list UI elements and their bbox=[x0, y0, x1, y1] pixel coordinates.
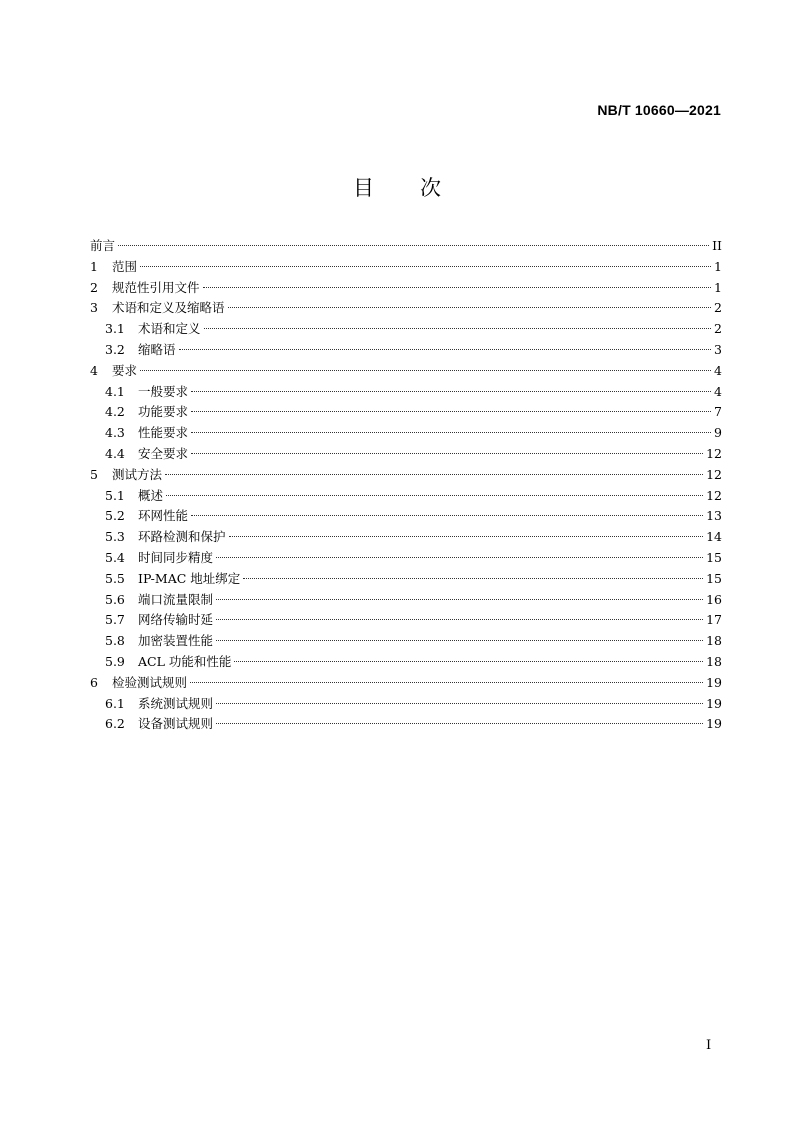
toc-entry-label: 安全要求 bbox=[138, 445, 189, 461]
toc-entry-page: 14 bbox=[706, 529, 722, 545]
toc-leader-dots bbox=[216, 702, 703, 704]
toc-entry-page: 15 bbox=[706, 549, 722, 565]
toc-entry-page: 7 bbox=[714, 404, 722, 420]
toc-entry-number: 5 bbox=[90, 466, 98, 482]
toc-entry-number: 4.3 bbox=[105, 425, 125, 441]
toc-leader-dots bbox=[118, 244, 709, 246]
toc-entry[interactable] bbox=[90, 257, 722, 278]
toc-entry-page: 19 bbox=[706, 674, 722, 690]
toc-leader-dots bbox=[179, 348, 711, 350]
toc-entry-label: 功能要求 bbox=[138, 404, 189, 420]
toc-entry-page: 2 bbox=[714, 321, 722, 337]
toc-entry-number: 3.1 bbox=[105, 321, 125, 337]
toc-entry-label: 范围 bbox=[112, 258, 138, 274]
toc-leader-dots bbox=[190, 681, 703, 683]
toc-entry[interactable] bbox=[90, 569, 722, 590]
toc-leader-dots bbox=[216, 639, 703, 641]
toc-entry[interactable] bbox=[90, 444, 722, 465]
table-of-contents bbox=[90, 236, 722, 735]
toc-entry[interactable] bbox=[90, 340, 722, 361]
toc-entry-label: 性能要求 bbox=[138, 425, 189, 441]
toc-entry-number: 4.4 bbox=[105, 445, 125, 461]
toc-entry[interactable] bbox=[90, 631, 722, 652]
toc-entry-label: 加密装置性能 bbox=[138, 633, 214, 649]
toc-leader-dots bbox=[140, 265, 711, 267]
toc-entry[interactable] bbox=[90, 382, 722, 403]
toc-entry-label: 一般要求 bbox=[138, 383, 189, 399]
toc-entry-number: 6 bbox=[90, 674, 98, 690]
toc-entry-number: 2 bbox=[90, 279, 98, 295]
toc-entry-number: 4.1 bbox=[105, 383, 125, 399]
toc-entry-page: 16 bbox=[706, 591, 722, 607]
toc-entry-label: 系统测试规则 bbox=[138, 695, 214, 711]
toc-entry-label: 环网性能 bbox=[138, 508, 189, 524]
toc-entry-label: 检验测试规则 bbox=[112, 674, 188, 690]
toc-entry-number: 5.5 bbox=[105, 570, 125, 586]
toc-entry-label: 环路检测和保护 bbox=[138, 529, 226, 545]
toc-leader-dots bbox=[234, 660, 703, 662]
toc-entry[interactable] bbox=[90, 465, 722, 486]
toc-entry-label: 术语和定义及缩略语 bbox=[112, 300, 225, 316]
toc-entry[interactable] bbox=[90, 361, 722, 382]
toc-entry-page: II bbox=[712, 238, 722, 253]
toc-entry-label: 时间同步精度 bbox=[138, 549, 214, 565]
toc-entry-number: 5.3 bbox=[105, 529, 125, 545]
toc-title bbox=[0, 172, 794, 202]
toc-leader-dots bbox=[191, 431, 711, 433]
toc-entry-number: 6.1 bbox=[105, 695, 125, 711]
toc-leader-dots bbox=[140, 369, 711, 371]
toc-entry-number: 4 bbox=[90, 362, 98, 378]
toc-entry-number: 3 bbox=[90, 300, 98, 316]
toc-entry[interactable] bbox=[90, 694, 722, 715]
toc-entry-page: 17 bbox=[706, 612, 722, 628]
toc-entry[interactable] bbox=[90, 319, 722, 340]
toc-entry[interactable] bbox=[90, 278, 722, 299]
toc-entry-page: 2 bbox=[714, 300, 722, 316]
toc-leader-dots bbox=[216, 556, 703, 558]
toc-entry-number: 5.7 bbox=[105, 612, 125, 628]
toc-entry-page: 19 bbox=[706, 695, 722, 711]
toc-leader-dots bbox=[191, 410, 711, 412]
toc-leader-dots bbox=[216, 722, 703, 724]
toc-entry-page: 3 bbox=[714, 341, 722, 357]
toc-entry-label: ACL 功能和性能 bbox=[138, 653, 232, 669]
toc-entry[interactable] bbox=[90, 673, 722, 694]
toc-entry-page: 1 bbox=[714, 279, 722, 295]
toc-entry-page: 12 bbox=[706, 445, 722, 461]
toc-leader-dots bbox=[191, 452, 703, 454]
toc-entry-page: 12 bbox=[706, 487, 722, 503]
toc-entry[interactable] bbox=[90, 652, 722, 673]
toc-entry-label: IP-MAC 地址绑定 bbox=[138, 570, 241, 586]
toc-entry-label: 端口流量限制 bbox=[138, 591, 214, 607]
toc-entry[interactable] bbox=[90, 506, 722, 527]
toc-leader-dots bbox=[229, 535, 704, 537]
toc-entry-label: 网络传输时延 bbox=[138, 612, 214, 628]
toc-entry-label: 设备测试规则 bbox=[138, 716, 214, 732]
toc-entry-number: 5.9 bbox=[105, 653, 125, 669]
toc-entry-page: 1 bbox=[714, 258, 722, 274]
toc-entry-page: 9 bbox=[714, 425, 722, 441]
toc-leader-dots bbox=[204, 327, 711, 329]
toc-entry-label: 概述 bbox=[138, 487, 164, 503]
toc-entry[interactable] bbox=[90, 486, 722, 507]
toc-leader-dots bbox=[243, 577, 703, 579]
toc-entry-label: 术语和定义 bbox=[138, 321, 201, 337]
toc-entry-label: 要求 bbox=[112, 362, 138, 378]
toc-title-part2: 次 bbox=[420, 176, 441, 200]
toc-leader-dots bbox=[191, 390, 711, 392]
toc-entry-page: 18 bbox=[706, 653, 722, 669]
standard-code: NB/T 10660—2021 bbox=[597, 102, 721, 118]
toc-leader-dots bbox=[216, 618, 703, 620]
toc-entry-number: 5.4 bbox=[105, 549, 125, 565]
toc-leader-dots bbox=[191, 514, 703, 516]
toc-entry[interactable] bbox=[90, 714, 722, 735]
toc-entry-label: 前言 bbox=[90, 238, 116, 253]
toc-leader-dots bbox=[165, 473, 703, 475]
toc-entry-page: 4 bbox=[714, 383, 722, 399]
toc-entry-page: 15 bbox=[706, 570, 722, 586]
toc-entry[interactable] bbox=[90, 298, 722, 319]
toc-title-part1: 目 bbox=[353, 176, 374, 200]
toc-entry[interactable] bbox=[90, 527, 722, 548]
toc-entry-number: 5.8 bbox=[105, 633, 125, 649]
toc-leader-dots bbox=[203, 286, 711, 288]
toc-entry[interactable] bbox=[90, 423, 722, 444]
toc-entry[interactable] bbox=[90, 548, 722, 569]
page-number: I bbox=[706, 1038, 712, 1053]
toc-entry-label: 缩略语 bbox=[138, 341, 176, 357]
toc-entry-page: 12 bbox=[706, 466, 722, 482]
toc-entry-page: 18 bbox=[706, 633, 722, 649]
toc-entry-page: 4 bbox=[714, 362, 722, 378]
toc-entry-label: 测试方法 bbox=[112, 466, 163, 482]
toc-leader-dots bbox=[228, 306, 711, 308]
toc-entry-label: 规范性引用文件 bbox=[112, 279, 200, 295]
toc-entry-page: 19 bbox=[706, 716, 722, 732]
toc-entry-number: 5.6 bbox=[105, 591, 125, 607]
toc-entry-number: 5.2 bbox=[105, 508, 125, 524]
toc-entry[interactable] bbox=[90, 590, 722, 611]
toc-entry[interactable] bbox=[90, 610, 722, 631]
toc-entry-page: 13 bbox=[706, 508, 722, 524]
toc-entry-number: 3.2 bbox=[105, 341, 125, 357]
toc-entry-number: 4.2 bbox=[105, 404, 125, 420]
toc-entry[interactable] bbox=[90, 236, 722, 257]
toc-entry-number: 5.1 bbox=[105, 487, 125, 503]
toc-entry-number: 6.2 bbox=[105, 716, 125, 732]
toc-entry-number: 1 bbox=[90, 258, 98, 274]
toc-leader-dots bbox=[216, 598, 703, 600]
toc-leader-dots bbox=[166, 494, 703, 496]
toc-entry[interactable] bbox=[90, 402, 722, 423]
